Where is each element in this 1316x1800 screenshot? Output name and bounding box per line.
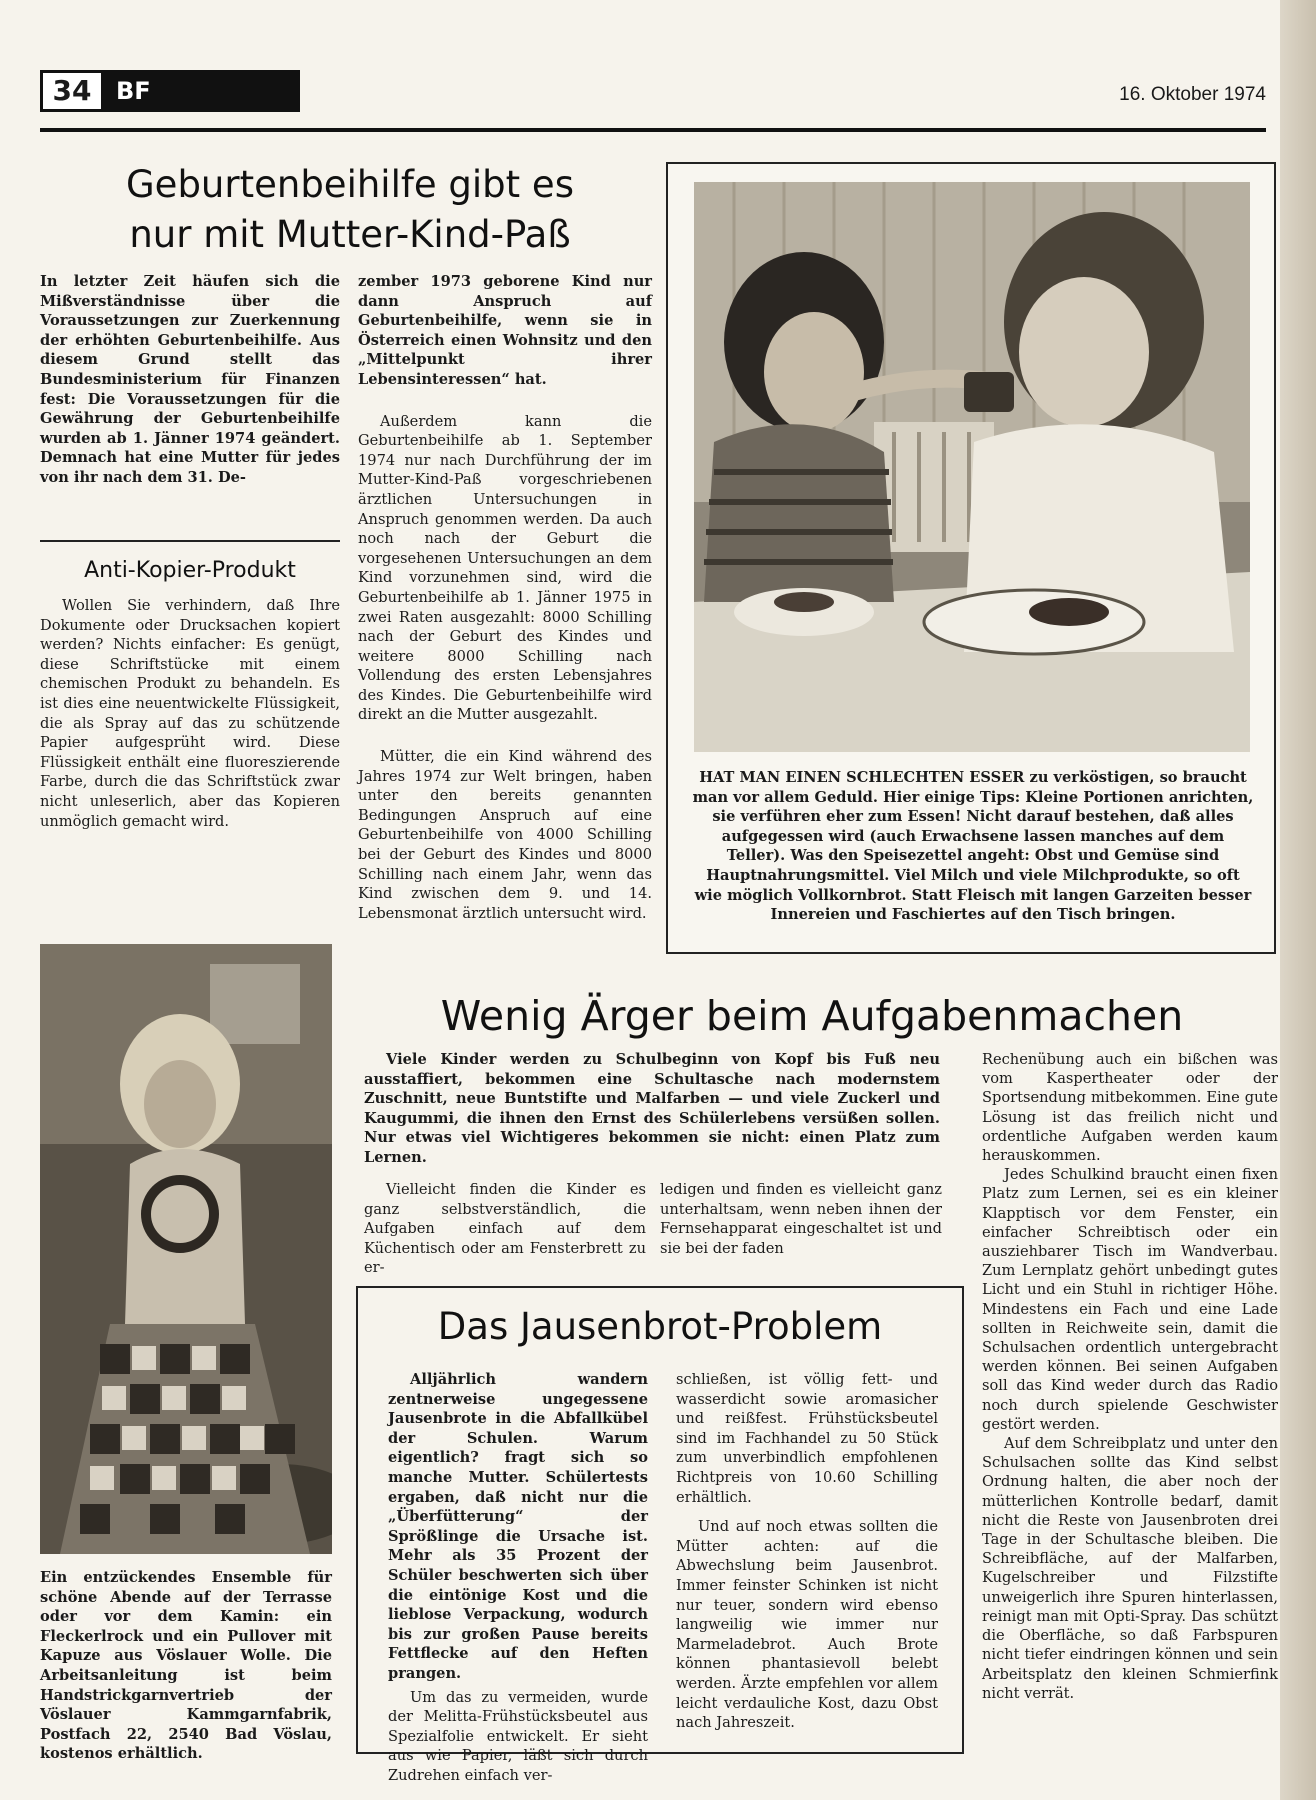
article3-col-b: ledigen und finden es vielleicht ganz unterhaltsam, wenn neben ihnen der Fernsehapparat eingeschaltet ist und sie bei der faden (660, 1181, 942, 1257)
article2-body: Wollen Sie verhindern, daß Ihre Dokumente oder Drucksachen kopiert werden? Nichts einfacher: Es genügt, diese Schriftstücke mit einem chemischen Produkt zu behandeln. Es ist dies eine neuentwickelte Flüssigkeit, die als Spray auf das zu schützende Papier aufgesprüht wird. Diese Flüssigkeit enthält eine fluoreszierende Farbe, durch die das Schriftstück zwar nicht unleserlich, aber das Kopieren unmöglich gemacht wird. (40, 597, 340, 830)
article4-headline: Das Jausenbrot-Problem (437, 1305, 883, 1348)
article3-col-c: Rechenübung auch ein bißchen was vom Kaspertheater oder der Sportsendung mitbekommen. Eine gute Lösung ist das freilich nicht und ordentliche Aufgaben werden kaum herauskommen. Jedes Schulkind braucht einen fixen Platz zum Lernen, sei es ein kleiner Klapptisch vor dem Fenster, ein einfacher Schreibtisch oder ein ausziehbarer Tisch im Wandverbau. Zum Lernplatz gehört unbedingt gutes Licht und ein Stuhl in richtiger Höhe. Mindestens ein Fach und eine Lade sollten in Reichweite sein, damit die Schulsachen ordentlich untergebracht werden können. Bei seinen Aufgaben soll das Kind weder durch das Radio noch durch spielende Geschwister gestört werden. Auf dem Schreibplatz und unter den Schulsachen sollte das Kind selbst Ordnung halten, die aber noch der mütterlichen Kontrolle bedarf, damit nicht die Reste von Jausenbroten drei Tage in der Schultasche bleiben. Die Schreibfläche, auf der Malfarben, Kugelschreiber und Filzstifte unweigerlich ihre Spuren hinterlassen, reinigt man mit Opti-Spray. Das schützt die Oberfläche, so daß Farbspuren nicht tiefer eindringen können und sein Arbeitsplatz den kleinen Schmierfink nicht verrät. (982, 1051, 1278, 1702)
page-number: 34 (40, 70, 104, 112)
article3-lead: Viele Kinder werden zu Schulbeginn von Kopf bis Fuß neu ausstaffiert, bekommen eine Schultasche nach modernstem Zuschnitt, neue Buntstifte und Malfarben — und viele Zuckerl und Kaugummi, die ihnen den Ernst des Schülerlebens versüßen sollen. Nur etwas viel Wichtigeres bekommen sie nicht: einen Platz zum Lernen. (364, 1051, 940, 1166)
section-label: BF (104, 70, 300, 112)
photo1-caption: HAT MAN EINEN SCHLECHTEN ESSER zu verköstigen, so braucht man vor allem Geduld. Hier einige Tips: Kleine Portionen anrichten, sie verführen eher zum Essen! Nicht darauf bestehen, daß alles aufgegessen wird (auch Erwachsene lassen manches auf dem Teller). Was den Speisezettel angeht: Obst und Gemüse sind Hauptnahrungsmittel. Viel Milch und viele Milchprodukte, so oft wie möglich Vollkornbrot. Statt Fleisch mit langen Garzeiten besser Innereien und Faschiertes auf den Tisch bringen. (692, 769, 1254, 924)
issue-date: 16. Oktober 1974 (1119, 84, 1266, 105)
article1-col1: In letzter Zeit häufen sich die Mißverständnisse über die Voraussetzungen zur Zuerkennung der erhöhten Geburtenbeihilfe. Aus diesem Grund stellt das Bundesministerium für Finanzen fest: Die Voraussetzungen für die Gewährung der Geburtenbeihilfe wurden ab 1. Jänner 1974 geändert. Demnach hat eine Mutter für jedes von ihr nach dem 31. De- (40, 273, 340, 486)
page-header (40, 70, 1266, 114)
page-edge (1280, 0, 1316, 1800)
article4-box (356, 1286, 964, 1784)
article4-col1: Alljährlich wandern zentnerweise ungegessene Jausenbrote in die Abfallkübel der Schulen. Warum eigentlich? fragt sich so manche Mutter. Schülertests ergaben, daß nicht nur die „Überfütterung“ der Sprößlinge die Ursache ist. Mehr als 35 Prozent der Schüler beschwerten sich über die eintönige Kost und die lieblose Verpackung, wodurch bis zur großen Pause bereits Fettflecke auf den Heften prangen. Um das zu vermeiden, wurde der Melitta-Frühstücksbeutel aus Spezialfolie entwickelt. Er sieht aus wie Papier, läßt sich durch Zudrehen einfach ver- (388, 1371, 648, 1784)
article3-headline: Wenig Ärger beim Aufgabenmachen (440, 992, 1184, 1040)
article1-headline: Geburtenbeihilfe gibt es nur mit Mutter-Kind-Paß (126, 163, 574, 256)
article3-col-a: Vielleicht finden die Kinder es ganz selbstverständlich, die Aufgaben einfach auf dem Küchentisch oder am Fensterbrett zu er- (364, 1181, 646, 1277)
header-rule (40, 128, 1266, 132)
children-eating-photo (694, 182, 1250, 752)
article4-col2: schließen, ist völlig fett- und wasserdicht sowie aromasicher und reißfest. Frühstücksbeutel sind im Fachhandel zu 50 Stück zum unverbindlich empfohlenen Richtpreis von 10.60 Schilling erhältlich. Und auf noch etwas sollten die Mütter achten: auf die Abwechslung beim Jausenbrot. Immer feinster Schinken ist nicht nur teuer, sondern wird ebenso langweilig wie immer nur Marmeladebrot. Auch Brote können phantasievoll belebt werden. Ärzte empfehlen vor allem leicht verdauliche Kost, dazu Obst nach Jahreszeit. (676, 1371, 938, 1732)
divider (40, 540, 340, 542)
photo1-frame (666, 162, 1276, 954)
photo2-caption: Ein entzückendes Ensemble für schöne Abende auf der Terrasse oder vor dem Kamin: ein Fleckerlrock und ein Pullover mit Kapuze aus Vöslauer Wolle. Die Arbeitsanleitung ist beim Handstrickgarnvertrieb der Vöslauer Kammgarnfabrik, Postfach 22, 2540 Bad Vöslau, kostenos erhältlich. (40, 1569, 332, 1763)
crochet-ensemble-photo (40, 944, 332, 1554)
article2-headline: Anti-Kopier-Produkt (84, 558, 296, 583)
article1-col2: zember 1973 geborene Kind nur dann Anspruch auf Geburtenbeihilfe, wenn sie in Österreich einen Wohnsitz und den „Mittelpunkt ihrer Lebensinteressen“ hat. Außerdem kann die Geburtenbeihilfe ab 1. September 1974 nur nach Durchführung der im Mutter-Kind-Paß vorgeschriebenen ärztlichen Untersuchungen in Anspruch genommen werden. Da auch noch nach der Geburt die vorgesehenen Untersuchungen an dem Kind vorzunehmen sind, wird die Geburtenbeihilfe ab 1. Jänner 1975 in zwei Raten ausgezahlt: 8000 Schilling nach der Geburt des Kindes und weitere 8000 Schilling nach Vollendung des ersten Lebensjahres des Kindes. Die Geburtenbeihilfe wird direkt an die Mutter ausgezahlt. Mütter, die ein Kind während des Jahres 1974 zur Welt bringen, haben unter den bereits genannten Bedingungen Anspruch auf eine Geburtenbeihilfe von 4000 Schilling bei der Geburt des Kindes und 8000 Schilling nach einem Jahr, wenn das Kind zwischen dem 9. und 14. Lebensmonat ärztlich untersucht wird. (358, 273, 652, 922)
